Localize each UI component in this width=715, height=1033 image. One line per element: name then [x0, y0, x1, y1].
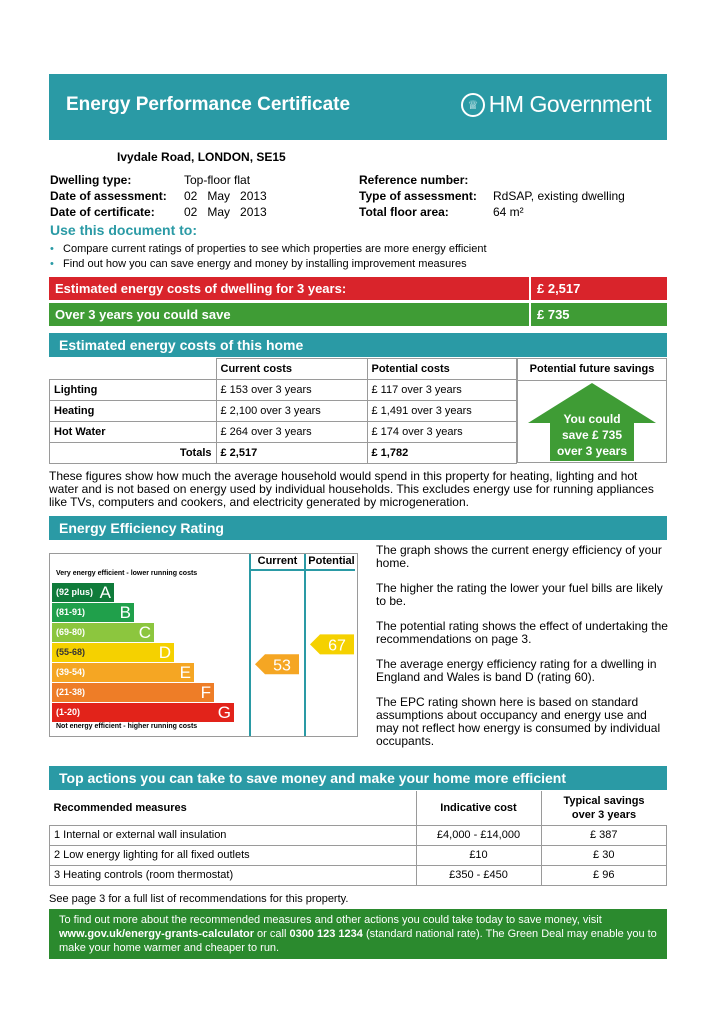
use-document-list — [50, 242, 487, 272]
table-row — [50, 380, 517, 401]
measures-table — [49, 791, 667, 886]
paragraph: The higher the rating the lower your fuel bills are likely to be. — [376, 581, 663, 608]
rating-band-range: (81-91) — [56, 607, 86, 617]
table-row — [50, 845, 667, 865]
savings-arrow-text: You could save £ 735 over 3 years — [556, 412, 628, 458]
paragraph: The average energy efficiency rating for a dwelling in England and Wales is band D (rating 60). — [376, 657, 657, 684]
reference-label: Reference number: — [359, 173, 469, 187]
costs-table — [49, 358, 517, 464]
dwelling-type-value: Top-floor flat — [184, 173, 251, 187]
recommendations-note: See page 3 for a full list of recommendations for this property. — [49, 893, 349, 905]
table-row — [50, 401, 517, 422]
table-cell: £ 30 — [541, 845, 667, 865]
table-cell: 2 Low energy lighting for all fixed outlets — [50, 845, 417, 865]
savings-label: Over 3 years you could save — [55, 307, 231, 322]
table-header-row — [50, 359, 517, 380]
address: Ivydale Road, LONDON, SE15 — [117, 150, 286, 164]
floor-area-label: Total floor area: — [359, 205, 449, 219]
table-cell: £ 264 over 3 years — [216, 422, 367, 443]
table-cell: £ 117 over 3 years — [367, 380, 517, 401]
date-certificate-value: 02 May 2013 — [184, 205, 267, 219]
totals-label: Totals — [50, 443, 217, 464]
efficient-note: Very energy efficient - lower running costs — [56, 570, 198, 577]
rating-arrows — [50, 554, 359, 738]
table-header-cell — [50, 359, 217, 380]
current-rating-value: 53 — [273, 657, 291, 675]
rating-band-range: (92 plus) — [56, 587, 94, 597]
efficiency-explanation — [376, 544, 668, 748]
assessment-type-value: RdSAP, existing dwelling — [493, 189, 625, 203]
footer-banner — [49, 909, 667, 959]
hm-government-logo — [461, 91, 651, 118]
estimated-costs-value: £ 2,517 — [529, 277, 667, 300]
table-cell: Lighting — [50, 380, 217, 401]
date-assessment-value: 02 May 2013 — [184, 189, 267, 203]
gov-text: HM Government — [488, 91, 651, 117]
savings-bar — [49, 303, 667, 326]
table-cell: Hot Water — [50, 422, 217, 443]
rating-band-range: (39-54) — [56, 667, 86, 677]
actions-section-heading: Top actions you can take to save money and make your home more efficient — [49, 766, 667, 790]
table-header-cell: Typical savings over 3 years — [541, 791, 667, 825]
floor-area-value: 64 m² — [493, 205, 524, 219]
costs-section-heading: Estimated energy costs of this home — [49, 333, 667, 357]
totals-potential: £ 1,782 — [367, 443, 517, 464]
totals-row — [50, 443, 517, 464]
table-cell: £10 — [416, 845, 541, 865]
date-certificate-label: Date of certificate: — [50, 205, 155, 219]
current-column-header: Current — [257, 555, 298, 567]
date-assessment-label: Date of assessment: — [50, 189, 167, 203]
paragraph: The graph shows the current energy efficiency of your home. — [376, 543, 662, 570]
assessment-type-label: Type of assessment: — [359, 189, 477, 203]
table-cell: £4,000 - £14,000 — [416, 825, 541, 845]
use-document-heading: Use this document to: — [50, 222, 198, 238]
table-row — [50, 865, 667, 885]
paragraph: The EPC rating shown here is based on standard assumptions about occupancy and energy use and may not reflect how energy is consumed by individual occupants. — [376, 695, 661, 748]
rating-band-letter: C — [138, 623, 151, 642]
future-savings-panel — [517, 358, 667, 463]
list-item: • Find out how you can save energy and money by installing improvement measures — [50, 258, 467, 270]
table-cell: £ 153 over 3 years — [216, 380, 367, 401]
table-cell: £350 - £450 — [416, 865, 541, 885]
table-header-cell: Recommended measures — [50, 791, 417, 825]
rating-band-letter: A — [99, 583, 111, 602]
efficiency-section-heading: Energy Efficiency Rating — [49, 516, 667, 540]
table-cell: £ 1,491 over 3 years — [367, 401, 517, 422]
potential-rating-value: 67 — [328, 637, 346, 655]
savings-value: £ 735 — [529, 303, 667, 326]
crest-icon: ♕ — [461, 93, 485, 117]
efficiency-chart — [49, 553, 358, 737]
table-row — [50, 825, 667, 845]
table-row — [50, 422, 517, 443]
costs-note: These figures show how much the average household would spend in this property for heating, lighting and hot water and is not based on energy used by individual households. This excludes energy use for running appliances like TVs, computers and cookers, and electricity generated by microgeneration. — [49, 469, 654, 509]
inefficient-note: Not energy efficient - higher running costs — [56, 723, 198, 730]
table-cell: £ 174 over 3 years — [367, 422, 517, 443]
header-banner — [49, 74, 667, 140]
table-cell: £ 96 — [541, 865, 667, 885]
rating-band-letter: G — [217, 703, 231, 722]
rating-band-range: (55-68) — [56, 647, 86, 657]
table-header-cell: Potential costs — [367, 359, 517, 380]
rating-band-range: (21-38) — [56, 687, 86, 697]
rating-band-range: (69-80) — [56, 627, 86, 637]
future-savings-header: Potential future savings — [518, 359, 666, 381]
phone-number: 0300 123 1234 — [289, 928, 363, 940]
potential-column-header: Potential — [308, 555, 355, 567]
table-cell: 3 Heating controls (room thermostat) — [50, 865, 417, 885]
table-cell: £ 387 — [541, 825, 667, 845]
totals-current: £ 2,517 — [216, 443, 367, 464]
rating-band-letter: E — [179, 663, 191, 682]
footer-text: To find out more about the recommended measures and other actions you could take today to save money, visit www.gov.uk/energy-grants-calculator or call 0300 123 1234 (standard national rate). The Green Deal may enable you to make your home warmer and cheaper to run. — [59, 914, 657, 954]
rating-band-letter: B — [119, 603, 131, 622]
table-cell: 1 Internal or external wall insulation — [50, 825, 417, 845]
paragraph: The potential rating shows the effect of undertaking the recommendations on page 3. — [376, 619, 668, 646]
dwelling-type-label: Dwelling type: — [50, 173, 132, 187]
table-cell: £ 2,100 over 3 years — [216, 401, 367, 422]
estimated-costs-bar — [49, 277, 667, 300]
page-title: Energy Performance Certificate — [66, 94, 351, 115]
table-header-row — [50, 791, 667, 825]
current-rating-arrow — [255, 654, 299, 674]
grants-link[interactable]: www.gov.uk/energy-grants-calculator — [59, 928, 254, 940]
table-header-cell: Indicative cost — [416, 791, 541, 825]
table-header-cell: Current costs — [216, 359, 367, 380]
estimated-costs-label: Estimated energy costs of dwelling for 3 years: — [55, 281, 347, 296]
potential-rating-arrow — [310, 634, 354, 654]
rating-band-letter: D — [158, 643, 171, 662]
list-item: • Compare current ratings of properties to see which properties are more energy efficient — [50, 243, 487, 255]
rating-band-range: (1-20) — [56, 707, 81, 717]
table-cell: Heating — [50, 401, 217, 422]
rating-band-letter: F — [200, 683, 211, 702]
